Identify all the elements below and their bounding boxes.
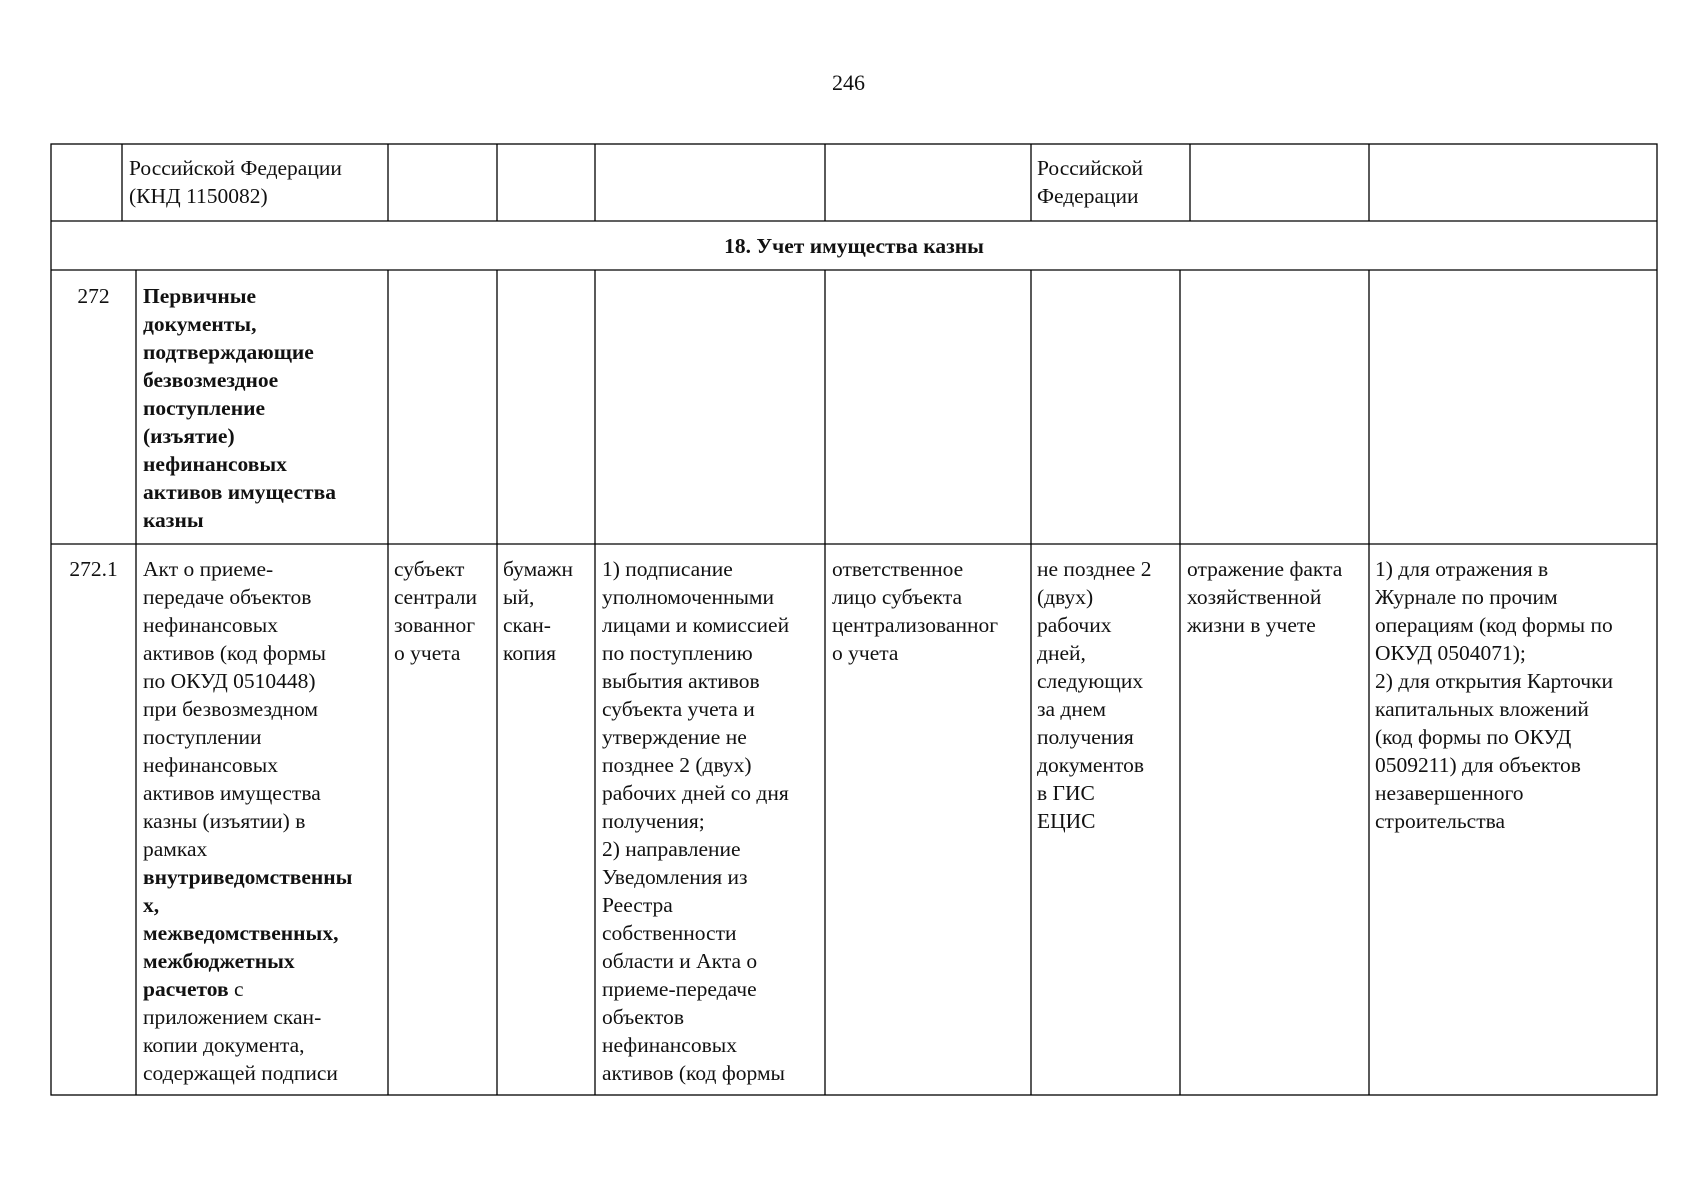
- row-272-1-usage: 1) для отражения в Журнале по прочим операциям (код формы по ОКУД 0504071); 2) для открытия Карточки капитальных вложений (код формы по ОКУД 0509211) для объектов незавершенного строительства: [1375, 557, 1614, 833]
- continuation-cell-col7: Российской Федерации: [1037, 156, 1143, 208]
- section-title: 18. Учет имущества казны: [724, 234, 984, 258]
- continuation-cell-col2: Российской Федерации (КНД 1150082): [129, 156, 342, 208]
- row-272-number: 272: [77, 284, 110, 308]
- row-272-1-format: бумажн ый, скан- копия: [503, 557, 573, 665]
- row-272-1-purpose: отражение факта хозяйственной жизни в учете: [1187, 557, 1343, 637]
- row-272-1-creator: субъект cентрали зованног о учета: [394, 557, 477, 665]
- row-272-1-number: 272.1: [69, 557, 118, 581]
- row-272-name: Первичные документы, подтверждающие безвозмездное поступление (изъятие) нефинансовых активов имущества казны: [143, 284, 336, 532]
- row-272-1-deadline: не позднее 2 (двух) рабочих дней, следующих за днем получения документов в ГИС ЕЦИС: [1037, 557, 1152, 833]
- document-name-text-end: с приложением скан- копии документа, содержащей подписи: [143, 977, 338, 1085]
- row-272-1-document-name: [143, 555, 388, 1087]
- page-number: 246: [832, 70, 865, 95]
- row-272-1-procedure: 1) подписание уполномоченными лицами и комиссией по поступлению выбытия активов субъекта учета и утверждение не позднее 2 (двух) рабочих дней со дня получения; 2) направление Уведомления из Реестра собственности области и Акта о приеме-передаче объектов нефинансовых активов (код формы: [602, 557, 790, 1085]
- document-name-bold-text: внутриведомственны х, межведомственных, межбюджетных расчетов: [143, 865, 353, 1001]
- row-272-1-responsible: ответственное лицо субъекта централизованног о учета: [832, 557, 999, 665]
- document-name-text: Акт о приеме- передаче объектов нефинансовых активов (код формы по ОКУД 0510448) при безвозмездном поступлении нефинансовых активов имущества казны (изъятии) в рамках: [143, 557, 327, 861]
